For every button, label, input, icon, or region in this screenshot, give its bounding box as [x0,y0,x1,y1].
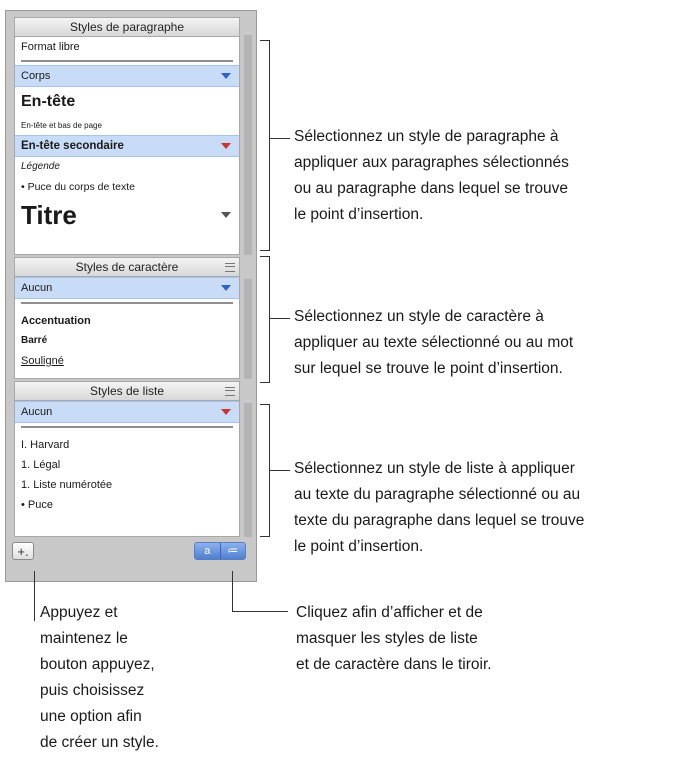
callout-line-text: le point d’insertion. [294,206,424,223]
list-style-harvard[interactable] [15,435,239,455]
list-style-puce[interactable] [15,495,239,515]
callout-line-text: Cliquez afin d’afficher et de [296,604,483,621]
paragraph-styles-header: Styles de paragraphe [15,18,239,37]
character-style-barre[interactable] [15,331,239,351]
separator [21,426,233,428]
paragraph-style-puce-corps[interactable] [15,177,239,197]
list-styles-header[interactable] [15,382,239,401]
character-styles-toggle-button[interactable]: a [195,543,220,559]
style-label: Barré [21,335,48,346]
callout-line-text: au texte du paragraphe sélectionné ou au [294,486,581,503]
style-label: Aucun [21,406,53,418]
callout-line-text: Appuyez et [40,604,118,621]
callout-line [34,571,35,621]
paragraph-style-en-tete[interactable] [15,87,239,117]
character-style-aucun[interactable] [15,277,239,299]
style-label: En-tête secondaire [21,140,124,152]
callout-line-text: Sélectionnez un style de paragraphe à [294,128,559,145]
callout-line [270,318,290,319]
paragraph-scrollbar[interactable] [244,35,252,255]
style-label: Légende [21,161,60,172]
list-style-legal[interactable] [15,455,239,475]
add-style-button[interactable]: +. [12,542,34,560]
dropdown-arrow-icon[interactable] [221,285,231,291]
callout-line-text: Sélectionnez un style de liste à appliquer [294,460,575,477]
paragraph-style-titre[interactable] [15,197,239,233]
character-styles-header[interactable] [15,258,239,277]
callout-line-text: et de caractère dans le tiroir. [296,656,492,673]
bracket-line [269,256,270,382]
add-button-callout [40,600,159,756]
resize-grip-icon[interactable] [225,387,235,396]
bracket-line [269,40,270,250]
style-label: En-tête [21,93,76,110]
style-label: Accentuation [21,315,91,327]
callout-line-text: de créer un style. [40,734,159,751]
style-label: 1. Liste numérotée [21,479,113,491]
list-scrollbar[interactable] [244,403,252,537]
resize-grip-icon[interactable] [225,263,235,272]
bracket-line [260,382,270,383]
callout-line-text: maintenez le [40,630,128,647]
style-label: En-tête et bas de page [21,121,102,130]
list-styles-title: Styles de liste [89,384,165,398]
paragraph-style-legende[interactable] [15,157,239,177]
style-label: Souligné [21,355,64,367]
bracket-line [260,536,270,537]
bracket-line [260,250,270,251]
list-callout [294,456,584,560]
callout-line-text: appliquer au texte sélectionné ou au mot [294,334,574,351]
character-styles-panel [14,257,240,379]
character-callout [294,304,573,382]
separator [21,60,233,62]
paragraph-style-en-tete-bas-de-page[interactable] [15,117,239,135]
style-label: Format libre [21,41,80,53]
character-style-accentuation[interactable] [15,311,239,331]
character-styles-title: Styles de caractère [75,260,179,274]
callout-line-text: appliquer aux paragraphes sélectionnés [294,154,569,171]
list-style-liste-numerotee[interactable] [15,475,239,495]
dropdown-arrow-icon[interactable] [221,143,231,149]
callout-line-text: une option afin [40,708,142,725]
callout-line-text: le point d’insertion. [294,538,424,555]
callout-line-text: ou au paragraphe dans lequel se trouve [294,180,569,197]
dropdown-arrow-icon[interactable] [221,212,231,218]
callout-line-text: sur lequel se trouve le point d’insertion. [294,360,563,377]
paragraph-style-en-tete-secondaire[interactable] [15,135,239,157]
drawer-toggle [194,542,246,560]
style-label: Aucun [21,282,53,294]
list-styles-panel [14,381,240,537]
callout-line [232,571,233,611]
style-label: I. Harvard [21,439,70,451]
character-style-souligne[interactable] [15,351,239,371]
styles-drawer [5,10,257,582]
style-label: 1. Légal [21,459,61,471]
dropdown-arrow-icon[interactable] [221,73,231,79]
paragraph-styles-panel [14,17,240,255]
paragraph-style-corps[interactable] [15,65,239,87]
character-scrollbar[interactable] [244,279,252,379]
list-styles-toggle-button[interactable]: ≔ [220,543,246,559]
callout-line [270,138,290,139]
style-label: • Puce du corps de texte [21,181,135,193]
style-label: Corps [21,70,51,82]
paragraph-callout [294,124,569,228]
callout-line-text: masquer les styles de liste [296,630,478,647]
separator [21,302,233,304]
toggle-callout [296,600,492,678]
list-style-aucun[interactable] [15,401,239,423]
callout-line-text: texte du paragraphe dans lequel se trouve [294,512,585,529]
style-label: • Puce [21,499,53,511]
callout-line-text: bouton appuyez, [40,656,155,673]
paragraph-style-format-libre[interactable] [15,37,239,57]
dropdown-arrow-icon[interactable] [221,409,231,415]
callout-line [232,611,288,612]
callout-line-text: Sélectionnez un style de caractère à [294,308,544,325]
callout-line [270,470,290,471]
callout-line-text: puis choisissez [40,682,145,699]
style-label: Titre [21,200,77,230]
